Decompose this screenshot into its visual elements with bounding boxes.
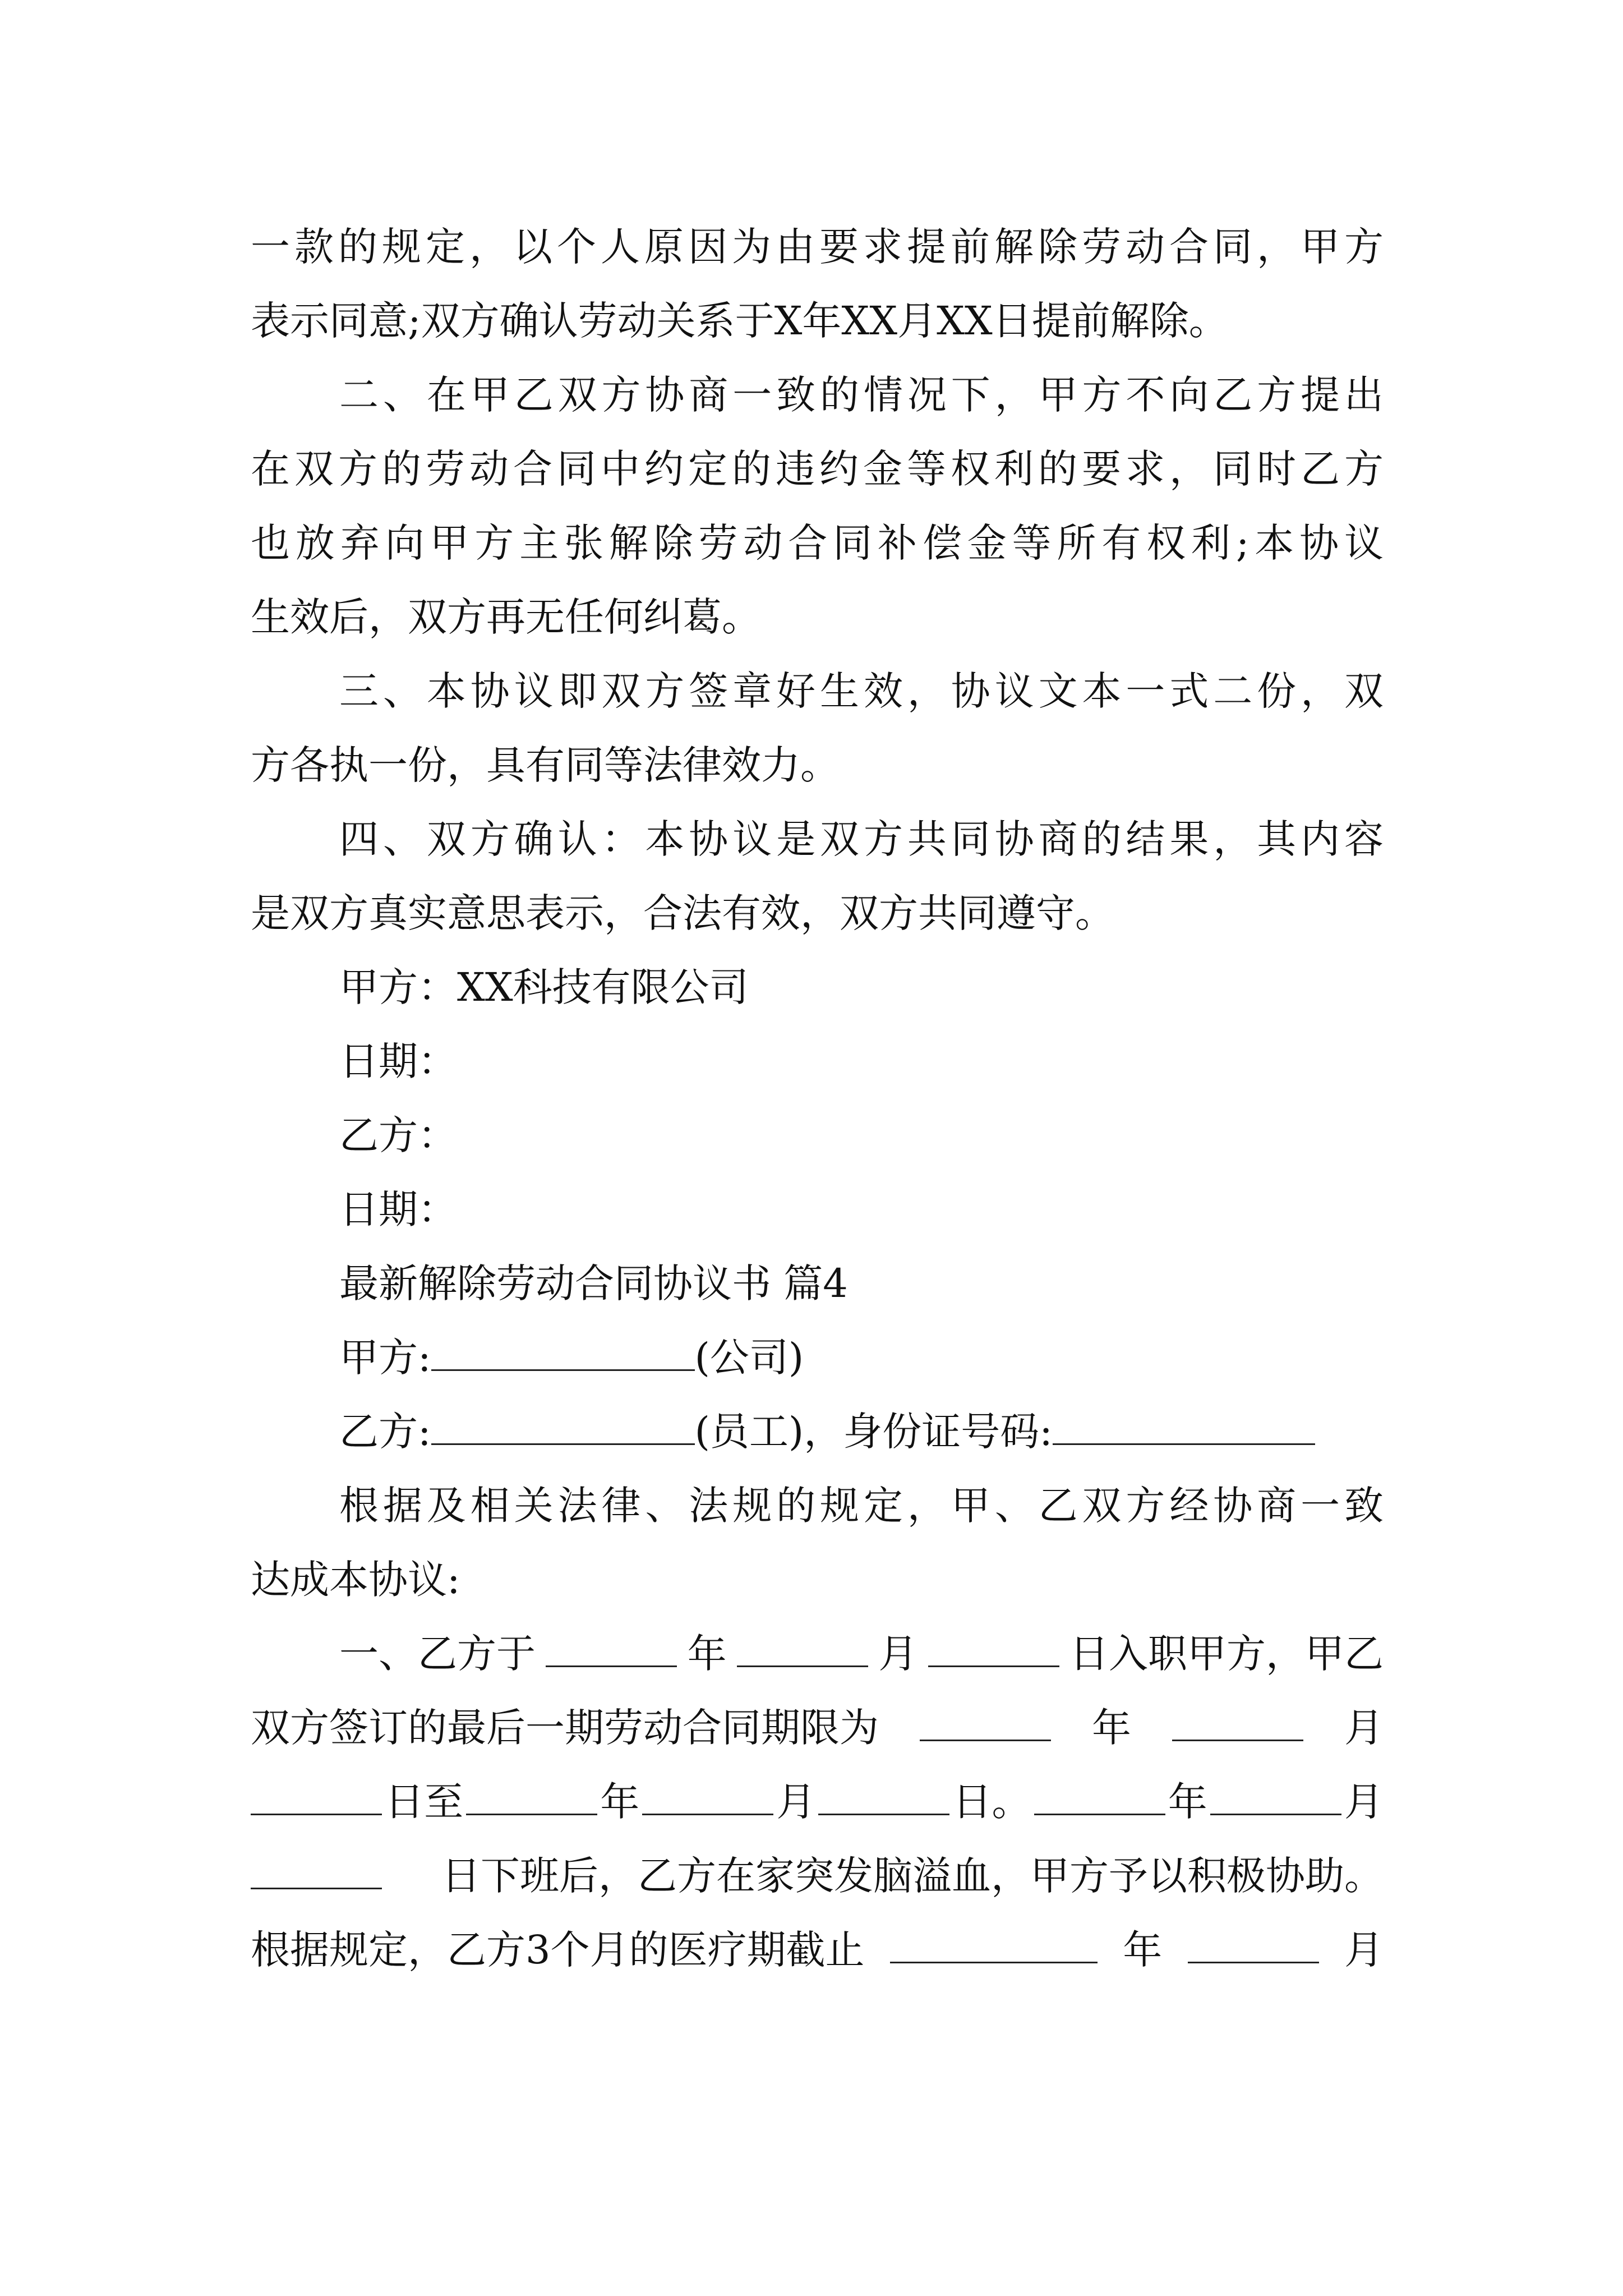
blank-day-3 bbox=[818, 1780, 949, 1815]
clause-1-text-d: 日入职甲方，甲乙 bbox=[1069, 1631, 1384, 1677]
clause-1-text-l: 年 bbox=[1168, 1779, 1207, 1825]
clause-2-line-1: 二、在甲乙双方协商一致的情况下，甲方不向乙方提出 bbox=[339, 372, 1384, 418]
blank-year-1 bbox=[546, 1632, 677, 1667]
blank-year-2 bbox=[920, 1706, 1051, 1741]
clause-1-text-k: 日。 bbox=[952, 1779, 1031, 1825]
clause-2-line-4: 生效后，双方再无任何纠葛。 bbox=[251, 594, 761, 640]
party-a-suffix: (公司) bbox=[694, 1335, 804, 1381]
blank-day-4 bbox=[251, 1854, 382, 1889]
party-a-label: 甲方: bbox=[339, 1335, 431, 1381]
blank-month-4 bbox=[1210, 1780, 1341, 1815]
id-number-blank bbox=[1053, 1410, 1315, 1445]
clause-1-text-o: 根据规定，乙方3个月的医疗期截止 bbox=[251, 1927, 865, 1973]
clause-1-line-4 bbox=[251, 1842, 1384, 1910]
clause-1-text-m: 月 bbox=[1344, 1779, 1384, 1825]
signature-party-a: 甲方：XX科技有限公司 bbox=[339, 964, 749, 1010]
section-heading: 最新解除劳动合同协议书 篇4 bbox=[339, 1260, 848, 1306]
signature-date-a: 日期： bbox=[339, 1038, 457, 1084]
text-line-2: 表示同意;双方确认劳动关系于X年XX月XX日提前解除。 bbox=[251, 298, 1228, 344]
signature-party-b: 乙方： bbox=[339, 1112, 457, 1158]
clause-1-line-2 bbox=[251, 1694, 1384, 1761]
clause-1-text-i: 年 bbox=[600, 1779, 640, 1825]
clause-1-text-g: 月 bbox=[1344, 1705, 1384, 1751]
blank-month-1 bbox=[737, 1632, 868, 1667]
basis-line-2: 达成本协议: bbox=[251, 1557, 460, 1603]
clause-1-text-h: 日至 bbox=[385, 1779, 464, 1825]
clause-1-text-e: 双方签订的最后一期劳动合同期限为 bbox=[251, 1705, 879, 1751]
blank-year-5 bbox=[890, 1928, 1098, 1963]
blank-year-3 bbox=[466, 1780, 597, 1815]
party-a-blank bbox=[431, 1336, 695, 1371]
basis-line-1: 根据及相关法律、法规的规定，甲、乙双方经协商一致 bbox=[339, 1483, 1384, 1529]
clause-1-text-p: 年 bbox=[1123, 1927, 1163, 1973]
clause-3-line-1: 三、本协议即双方签章好生效，协议文本一式二份，双 bbox=[339, 668, 1384, 714]
clause-1-text-n: 日下班后，乙方在家突发脑溢血，甲方予以积极协助。 bbox=[441, 1853, 1384, 1899]
party-b-label: 乙方: bbox=[339, 1409, 431, 1455]
clause-3-line-2: 方各执一份，具有同等法律效力。 bbox=[251, 742, 840, 788]
party-b-blank bbox=[431, 1410, 695, 1445]
party-b-mid: (员工)，身份证号码: bbox=[694, 1409, 1053, 1455]
clause-1-text-j: 月 bbox=[776, 1779, 816, 1825]
blank-day-1 bbox=[928, 1632, 1059, 1667]
clause-1-text-c: 月 bbox=[878, 1631, 918, 1677]
clause-1-text-a: 一、乙方于 bbox=[339, 1631, 536, 1677]
blank-month-3 bbox=[642, 1780, 773, 1815]
text-line-1: 一款的规定，以个人原因为由要求提前解除劳动合同，甲方 bbox=[251, 224, 1384, 270]
clause-1-text-q: 月 bbox=[1344, 1927, 1384, 1973]
blank-day-2 bbox=[251, 1780, 382, 1815]
clause-1-line-1 bbox=[339, 1620, 1384, 1687]
clause-1-line-3 bbox=[251, 1768, 1384, 1835]
blank-year-4 bbox=[1034, 1780, 1165, 1815]
clause-2-line-3: 也放弃向甲方主张解除劳动合同补偿金等所有权利;本协议 bbox=[251, 520, 1384, 566]
party-b-line bbox=[339, 1398, 1384, 1465]
clause-1-line-5 bbox=[251, 1916, 1384, 1984]
blank-month-2 bbox=[1172, 1706, 1303, 1741]
clause-2-line-2: 在双方的劳动合同中约定的违约金等权利的要求，同时乙方 bbox=[251, 446, 1384, 492]
party-a-line bbox=[339, 1324, 1384, 1391]
clause-4-line-1: 四、双方确认：本协议是双方共同协商的结果，其内容 bbox=[339, 816, 1384, 862]
signature-date-b: 日期： bbox=[339, 1186, 457, 1232]
blank-month-5 bbox=[1188, 1928, 1319, 1963]
clause-1-text-b: 年 bbox=[687, 1631, 727, 1677]
clause-1-text-f: 年 bbox=[1092, 1705, 1131, 1751]
clause-4-line-2: 是双方真实意思表示，合法有效，双方共同遵守。 bbox=[251, 890, 1114, 936]
